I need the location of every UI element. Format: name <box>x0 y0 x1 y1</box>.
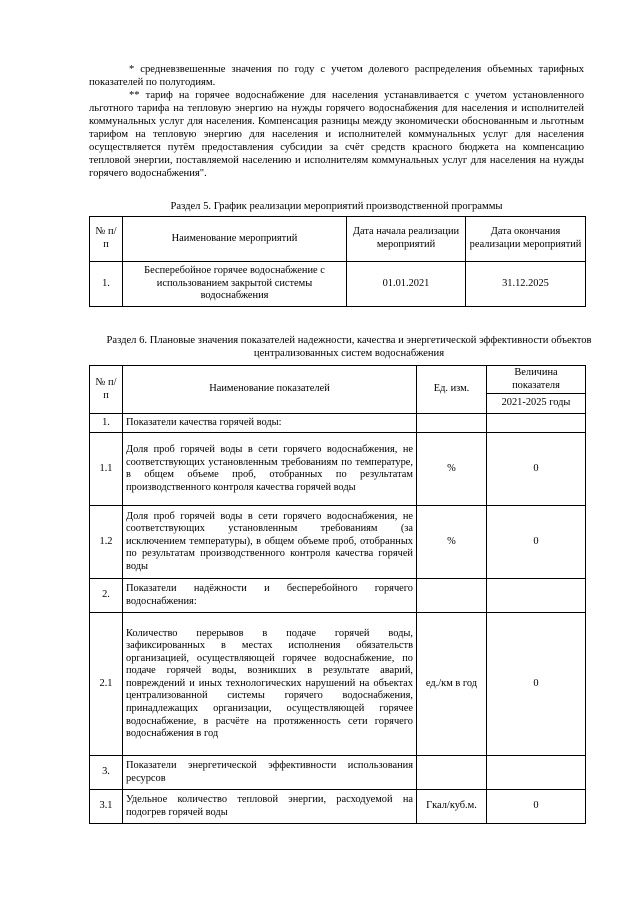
row-indicator-name: Показатели энергетической эффективности использования ресурсов <box>123 756 417 790</box>
row-num: 1.1 <box>90 433 123 506</box>
row-value: 0 <box>487 613 586 756</box>
row-value: 0 <box>487 790 586 824</box>
section-5-title: Раздел 5. График реализации мероприятий производственной программы <box>170 201 503 212</box>
row-num: 1. <box>90 414 123 433</box>
header-value: Величина показателя <box>487 366 586 394</box>
row-unit <box>417 414 487 433</box>
row-indicator-name: Показатели качества горячей воды: <box>123 414 417 433</box>
table-row <box>90 790 586 824</box>
row-value <box>487 579 586 613</box>
row-unit: ед./км в год <box>417 613 487 756</box>
row-unit <box>417 756 487 790</box>
row-num: 2. <box>90 579 123 613</box>
section-5-table <box>89 216 586 307</box>
row-unit <box>417 579 487 613</box>
header-end-date: Дата окончания реализации мероприятий <box>466 217 586 262</box>
table-header-row <box>90 217 586 262</box>
header-event-name: Наименование мероприятий <box>123 217 347 262</box>
row-num: 1.2 <box>90 506 123 579</box>
header-num: № п/п <box>90 366 123 414</box>
row-num: 2.1 <box>90 613 123 756</box>
row-indicator-name: Доля проб горячей воды в сети горячего водоснабжения, не соответствующих установленным требованиям (за исключением температуры), в общем объеме проб, отобранных по результатам производственного контроля качества горячей воды <box>123 506 417 579</box>
footnote-1: * средневзвешенные значения по году с учетом долевого распределения объемных тарифных показателей по полугодиям. <box>89 64 584 88</box>
header-unit: Ед. изм. <box>417 366 487 414</box>
section-6-title: Раздел 6. Плановые значения показателей надежности, качества и энергетической эффективности объектов централизованных систем водоснабжения <box>106 335 592 359</box>
row-num: 1. <box>90 262 123 307</box>
row-value: 0 <box>487 433 586 506</box>
row-indicator-name: Показатели надёжности и бесперебойного горячего водоснабжения: <box>123 579 417 613</box>
table-row <box>90 506 586 579</box>
row-indicator-name: Удельное количество тепловой энергии, расходуемой на подогрев горячей воды <box>123 790 417 824</box>
table-row <box>90 433 586 506</box>
header-num: № п/п <box>90 217 123 262</box>
table-row <box>90 613 586 756</box>
header-start-date: Дата начала реализации мероприятий <box>347 217 466 262</box>
header-indicator-name: Наименование показателей <box>123 366 417 414</box>
row-unit: Гкал/куб.м. <box>417 790 487 824</box>
section-6-table <box>89 365 586 824</box>
row-value <box>487 756 586 790</box>
footnote-2: ** тариф на горячее водоснабжение для населения устанавливается с учетом установленного льготного тарифа на тепловую энергию на нужды горячего водоснабжения для населения и исполнителей коммунальных услуг для населения. Компенсация разницы между экономически обоснованным и льготным тарифом на тепловую энергию для населения и исполнителей коммунальных услуг для населения осуществляется путём предоставления субсидии за счёт средств красного бюджета на компенсацию тепловой энергии, поставляемой населению и исполнителям коммунальных услуг для населения на нужды горячего водоснабжения". <box>89 90 584 179</box>
row-indicator-name: Доля проб горячей воды в сети горячего водоснабжения, не соответствующих установленным требованиям по температуре, в общем объеме проб, отобранных по результатам производственного контроля качества горячей воды <box>123 433 417 506</box>
row-value: 0 <box>487 506 586 579</box>
row-unit: % <box>417 506 487 579</box>
table-row <box>90 579 586 613</box>
row-unit: % <box>417 433 487 506</box>
table-row <box>90 756 586 790</box>
row-indicator-name: Количество перерывов в подаче горячей воды, зафиксированных в местах исполнения обязательств организацией, осуществляющей горячее водоснабжение, по подаче горячей воды, возникших в результате аварий, повреждений и иных технологических нарушений на объектах централизованной системы горячего водоснабжения, принадлежащих организации, осуществляющей горячее водоснабжение, в расчёте на протяженность сети горячего водоснабжения в год <box>123 613 417 756</box>
row-event-name: Бесперебойное горячее водоснабжение с использованием закрытой системы водоснабжения <box>123 262 347 307</box>
table-row <box>90 262 586 307</box>
row-num: 3.1 <box>90 790 123 824</box>
table-row <box>90 414 586 433</box>
row-value <box>487 414 586 433</box>
table-header-row <box>90 366 586 394</box>
row-num: 3. <box>90 756 123 790</box>
header-period: 2021-2025 годы <box>487 394 586 414</box>
row-end-date: 31.12.2025 <box>466 262 586 307</box>
row-start-date: 01.01.2021 <box>347 262 466 307</box>
